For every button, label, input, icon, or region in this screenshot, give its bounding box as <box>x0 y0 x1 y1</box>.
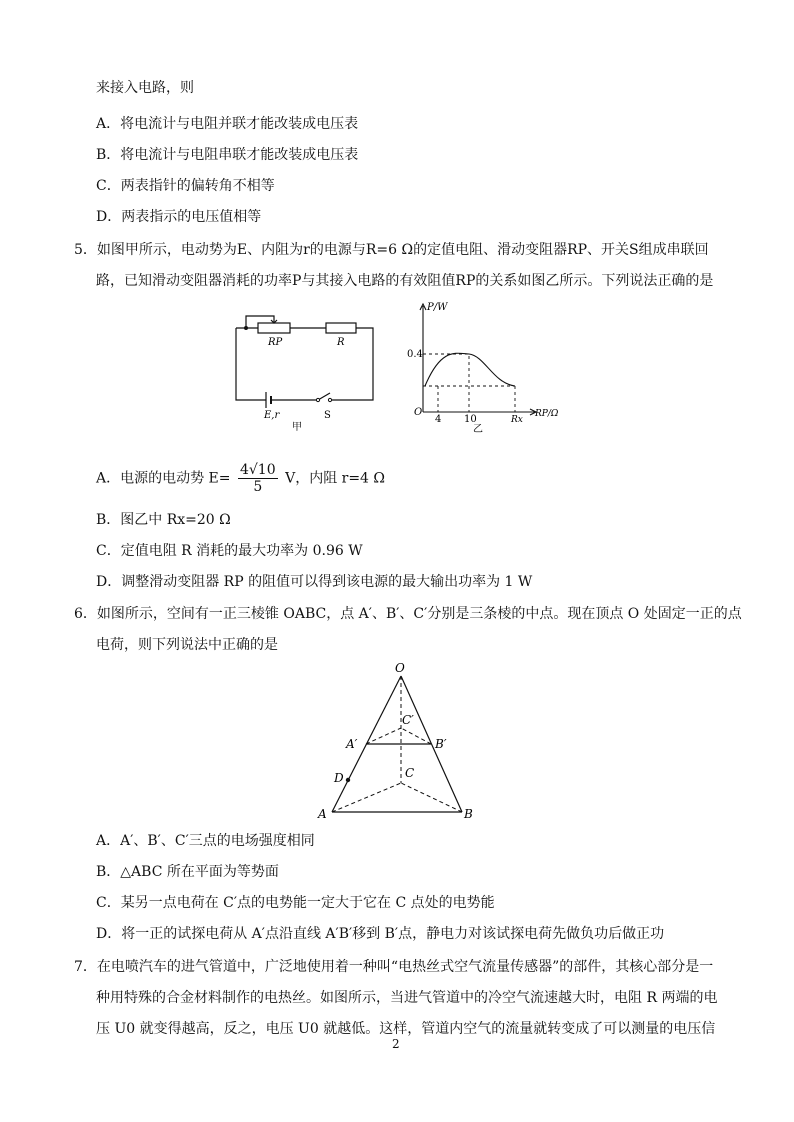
q6-stem-line2: 电荷，则下列说法中正确的是 <box>96 637 278 653</box>
q4-option-c: C．两表指针的偏转角不相等 <box>96 178 275 194</box>
pyramid-figure <box>310 660 490 822</box>
q5-option-c: C．定值电阻 R 消耗的最大功率为 0.96 W <box>96 543 363 559</box>
q5-stem-line1: 5．如图甲所示，电动势为E、内阻为r的电源与R=6 Ω的定值电阻、滑动变阻器RP、开关S组成串联回 <box>74 242 709 258</box>
q5-option-a: A．电源的电动势 E= $\frac{4√10}{5}$ V，内阻 r=4 Ω <box>96 462 386 495</box>
vertex-b-label: B <box>464 807 473 821</box>
q4-option-a: A．将电流计与电阻并联才能改装成电压表 <box>96 116 359 132</box>
q6-stem-line1: 6．如图所示，空间有一正三棱锥 OABC，点 A′、B′、C′分别是三条棱的中点。现在顶点 O 处固定一正的点 <box>74 606 742 622</box>
q6-option-c: C．某另一点电荷在 C′点的电势能一定大于它在 C 点处的电势能 <box>96 895 495 911</box>
q6-option-b: B．△ABC 所在平面为等势面 <box>96 864 279 880</box>
vertex-c1-label: C′ <box>402 713 414 727</box>
emf-numerator: 4√10 <box>239 462 276 478</box>
q6-option-a: A．A′、B′、C′三点的电场强度相同 <box>96 833 315 849</box>
q5-option-b: B．图乙中 Rx=20 Ω <box>96 512 231 528</box>
page-number: 2 <box>392 1037 400 1051</box>
x-axis-label: RP/Ω <box>535 409 559 419</box>
battery-label: E,r <box>264 410 280 421</box>
x-tick-4: 4 <box>435 414 442 425</box>
emf-denominator: 5 <box>253 479 263 495</box>
vertex-b1-label: B′ <box>435 737 447 751</box>
q4-option-b: B．将电流计与电阻串联才能改装成电压表 <box>96 147 359 163</box>
q5-stem-line2: 路，已知滑动变阻器消耗的功率P与其接入电路的有效阻值RP的关系如图乙所示。下列说法正确的是 <box>96 273 714 289</box>
q7-stem-line3: 压 U0 就变得越高，反之，电压 U0 就越低。这样，管道内空气的流量就转变成了可以测量的电压信 <box>96 1021 716 1037</box>
q7-stem-line1: 7．在电喷汽车的进气管道中，广泛地使用着一种叫“电热丝式空气流量传感器”的部件，其核心部分是一 <box>74 959 714 975</box>
circuit-diagram <box>228 312 388 434</box>
circuit-caption: 甲 <box>292 422 302 433</box>
origin-label: O <box>414 407 423 418</box>
q6-option-d: D．将一正的试探电荷从 A′点沿直线 A′B′移到 B′点，静电力对该试探电荷先做负功后做正功 <box>96 926 665 942</box>
intro-line: 来接入电路，则 <box>96 80 194 96</box>
vertex-a1-label: A′ <box>346 737 358 751</box>
x-tick-10: 10 <box>464 414 477 425</box>
q5-option-d: D．调整滑动变阻器 RP 的阻值可以得到该电源的最大输出功率为 1 W <box>96 574 533 590</box>
r-label: R <box>337 337 345 348</box>
y-axis-label: P/W <box>427 302 448 313</box>
vertex-o-label: O <box>395 661 405 675</box>
power-graph <box>405 298 565 436</box>
graph-caption: 乙 <box>473 424 483 435</box>
q7-stem-line2: 种用特殊的合金材料制作的电热丝。如图所示，当进气管道中的冷空气流速越大时，电阻 R 两端的电 <box>96 990 718 1006</box>
vertex-a-label: A <box>318 807 327 821</box>
vertex-c-label: C <box>405 766 415 780</box>
point-d-label: D <box>334 771 344 785</box>
rp-label: RP <box>268 337 283 348</box>
y-tick-label: 0.4 <box>407 349 423 360</box>
switch-label: S <box>324 410 331 421</box>
q4-option-d: D．两表指示的电压值相等 <box>96 209 262 225</box>
x-tick-rx: Rx <box>511 415 523 425</box>
